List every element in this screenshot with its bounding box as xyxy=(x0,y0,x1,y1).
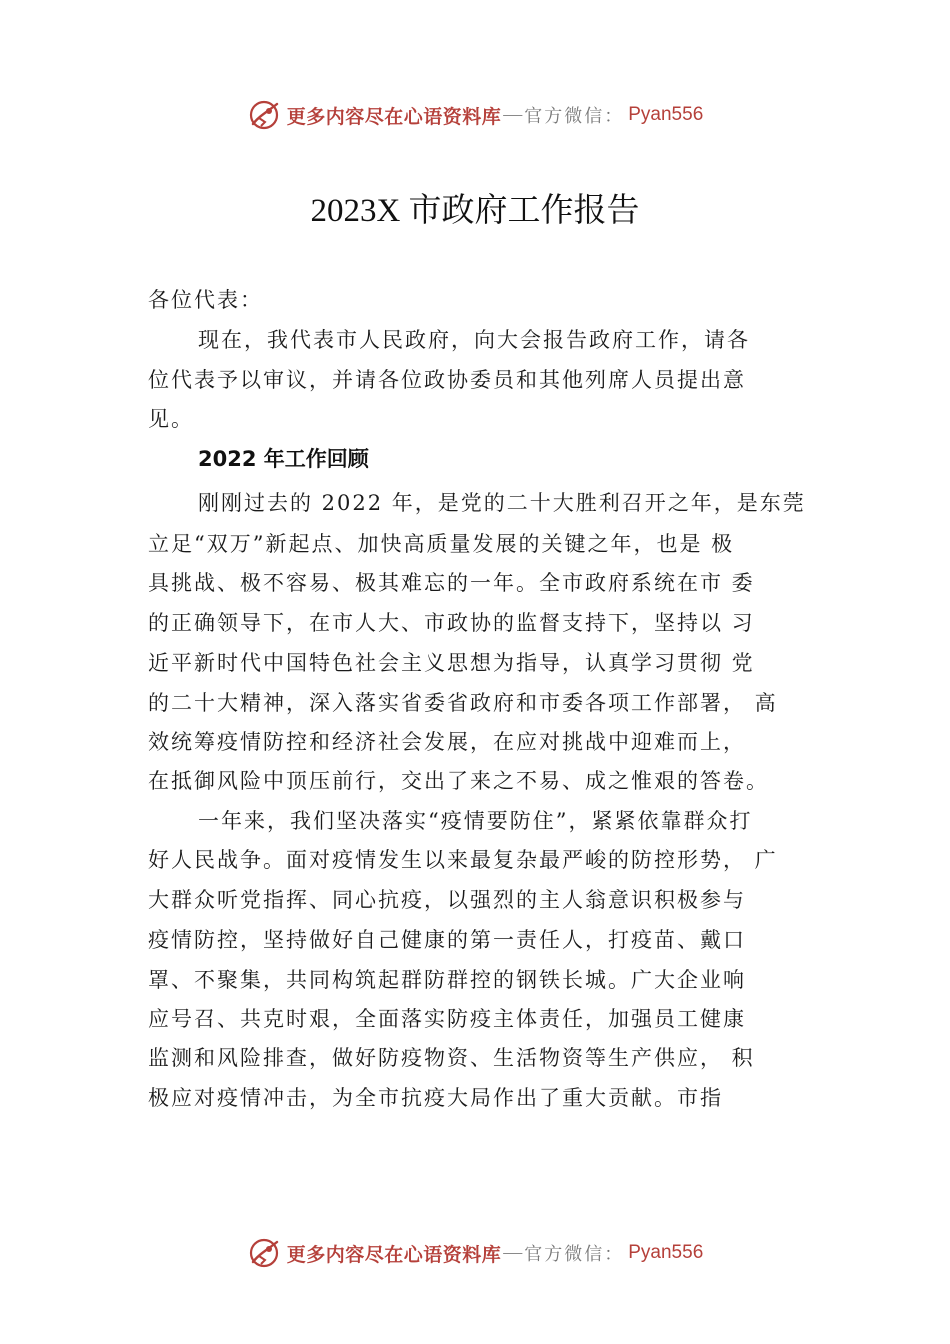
banner-label: 官方微信： xyxy=(524,106,625,127)
banner-label: 官方微信： xyxy=(524,1244,625,1265)
salutation: 各位代表： xyxy=(148,288,263,312)
intro-line: 见。 xyxy=(148,407,194,431)
paragraph-line: 极应对疫情冲击，为全市抗疫大局作出了重大贡献。市指 xyxy=(148,1086,723,1110)
banner-main-text: 更多内容尽在心语资料库 xyxy=(286,105,502,128)
paragraph-line: 好人民战争。面对疫情发生以来最复杂最严峻的防控形势， 广 xyxy=(148,848,778,872)
paragraph-line: 具挑战、极不容易、极其难忘的一年。全市政府系统在市 委 xyxy=(148,571,755,595)
banner-wechat-id: Pyan556 xyxy=(628,104,704,125)
banner-separator: — xyxy=(503,104,523,125)
paragraph-line: 近平新时代中国特色社会主义思想为指导，认真学习贯彻 党 xyxy=(148,651,755,675)
paragraph-line: 立足“双万”新起点、加快高质量发展的关键之年，也是 极 xyxy=(148,532,735,556)
paragraph-line: 疫情防控，坚持做好自己健康的第一责任人，打疫苗、戴口 xyxy=(148,928,746,952)
paragraph-line: 大群众听党指挥、同心抗疫，以强烈的主人翁意识积极参与 xyxy=(148,888,746,912)
banner-main-text: 更多内容尽在心语资料库 xyxy=(286,1243,502,1266)
paragraph-line: 刚刚过去的 2022 年，是党的二十大胜利召开之年，是东莞 xyxy=(198,491,806,515)
intro-line: 位代表予以审议，并请各位政协委员和其他列席人员提出意 xyxy=(148,368,746,392)
header-banner xyxy=(0,95,950,135)
paragraph-line: 一年来，我们坚决落实“疫情要防住”，紧紧依靠群众打 xyxy=(198,809,753,833)
banner-wechat-id: Pyan556 xyxy=(628,1242,704,1263)
section-heading: 2022 年工作回顾 xyxy=(198,447,369,471)
footer-banner xyxy=(0,1233,950,1273)
intro-line: 现在，我代表市人民政府，向大会报告政府工作，请各 xyxy=(198,328,750,352)
paragraph-line: 效统筹疫情防控和经济社会发展，在应对挑战中迎难而上， xyxy=(148,730,746,754)
brand-logo-icon xyxy=(247,98,281,132)
paragraph-line: 的二十大精神，深入落实省委省政府和市委各项工作部署， 高 xyxy=(148,691,778,715)
paragraph-line: 罩、不聚集，共同构筑起群防群控的钢铁长城。广大企业响 xyxy=(148,968,746,992)
paragraph-line: 应号召、共克时艰，全面落实防疫主体责任，加强员工健康 xyxy=(148,1007,746,1031)
banner-separator: — xyxy=(503,1242,523,1263)
brand-logo-icon xyxy=(247,1236,281,1270)
paragraph-line: 的正确领导下，在市人大、市政协的监督支持下，坚持以 习 xyxy=(148,611,755,635)
paragraph-line: 监测和风险排查，做好防疫物资、生活物资等生产供应， 积 xyxy=(148,1046,755,1070)
page-title: 2023X 市政府工作报告 xyxy=(310,193,640,229)
paragraph-line: 在抵御风险中顶压前行，交出了来之不易、成之惟艰的答卷。 xyxy=(148,769,769,793)
